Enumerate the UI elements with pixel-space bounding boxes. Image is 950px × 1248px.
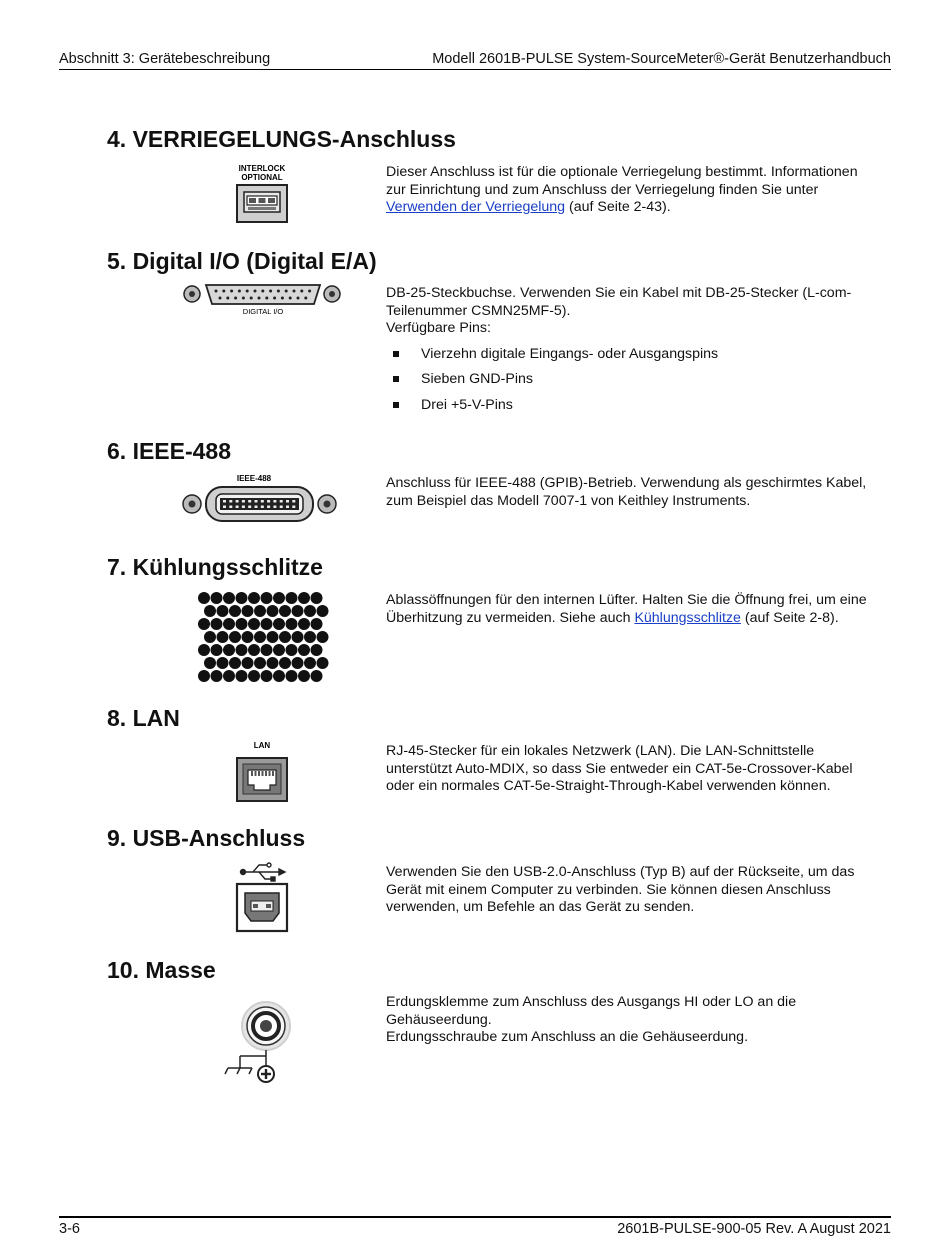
page-header (59, 51, 891, 70)
ground-description: Erdungsklemme zum Anschluss des Ausgangs HI oder LO an die Gehäuseerdung. Erdungsschraube zum Anschluss an die Gehäuseerdung. (386, 994, 797, 1045)
ieee-label: IEEE-488 (236, 474, 272, 483)
ground-screw-icon (258, 1066, 274, 1082)
heading-ground: 10. Masse (107, 957, 216, 983)
ieee-description: Anschluss für IEEE-488 (GPIB)-Betrieb. Verwendung als geschirmtes Kabel, zum Beispiel das Modell 7007-1 von Keithley Instruments. (386, 475, 867, 509)
digital-io-label: DIGITAL I/O (242, 307, 284, 316)
digital-io-description: DB-25-Steckbuchse. Verwenden Sie ein Kabel mit DB-25-Stecker (L-com-Teilenummer CSMN25MF-5). Verfügbare Pins: Vierzehn digitale Eingangs- oder Ausgangspins Sieben GND-Pins Drei +5-V-Pins (386, 285, 881, 414)
interlock-description: Dieser Anschluss ist für die optionale Verriegelung bestimmt. Informationen zur Einrichtung und zum Anschluss der Verriegelung finden Sie unter Verwenden der Verriegelung (auf Seite 2-43). (386, 164, 858, 215)
lan-description: RJ-45-Stecker für ein lokales Netzwerk (LAN). Die LAN-Schnittstelle unterstützt Auto-MDIX, so dass Sie entweder ein CAT-5e-Crossover-Kabel oder ein normales CAT-5e-Straight-Through-Kabel verwenden können. (386, 743, 853, 794)
header-manual-title: Modell 2601B-PULSE System-SourceMeter®-Gerät Benutzerhandbuch (432, 51, 891, 67)
screw-right-icon (324, 286, 340, 302)
cooling-vents-figure (196, 590, 330, 684)
header-section: Abschnitt 3: Gerätebeschreibung (59, 51, 271, 67)
screw-left-icon (184, 286, 200, 302)
interlock-label-1: INTERLOCK (238, 164, 286, 173)
usb-connector-figure (235, 858, 289, 934)
list-item: Drei +5-V-Pins (386, 397, 881, 415)
usb-description: Verwenden Sie den USB-2.0-Anschluss (Typ B) auf der Rückseite, um das Gerät mit einem Computer zu verbinden. Sie können diesen Anschluss verwenden, um Befehle an das Gerät zu senden. (386, 864, 855, 915)
heading-ieee-488: 6. IEEE-488 (107, 438, 232, 464)
db25-connector-figure (182, 282, 344, 318)
interlock-label-2: OPTIONAL (241, 173, 283, 182)
screw-right-icon (318, 495, 336, 513)
screw-left-icon (183, 495, 201, 513)
link-cooling-vents[interactable]: Kühlungsschlitze (634, 609, 741, 626)
list-item: Sieben GND-Pins (386, 371, 881, 389)
heading-digital-io: 5. Digital I/O (Digital E/A) (107, 248, 377, 274)
page-number: 3-6 (59, 1221, 80, 1237)
document-revision: 2601B-PULSE-900-05 Rev. A August 2021 (617, 1221, 891, 1237)
heading-usb: 9. USB-Anschluss (107, 825, 306, 851)
lan-label: LAN (253, 741, 271, 750)
ground-binding-post-icon (242, 1002, 290, 1050)
interlock-connector-figure (234, 163, 290, 225)
heading-lan: 8. LAN (107, 705, 180, 731)
ieee-488-connector-figure (180, 473, 345, 525)
heading-cooling-vents: 7. Kühlungsschlitze (107, 554, 323, 580)
list-item: Vierzehn digitale Eingangs- oder Ausgangspins (386, 346, 881, 364)
lan-connector-figure (235, 740, 289, 804)
page-footer (59, 1216, 891, 1240)
heading-interlock: 4. VERRIEGELUNGS-Anschluss (107, 126, 456, 152)
usb-symbol-icon (241, 863, 286, 881)
ground-terminal-figure (222, 998, 294, 1086)
cooling-description: Ablassöffnungen für den internen Lüfter. Halten Sie die Öffnung frei, um eine Überhitzung zu vermeiden. Siehe auch Kühlungsschlitze (auf Seite 2-8). (386, 592, 867, 626)
link-interlock-usage[interactable]: Verwenden der Verriegelung (386, 199, 566, 215)
